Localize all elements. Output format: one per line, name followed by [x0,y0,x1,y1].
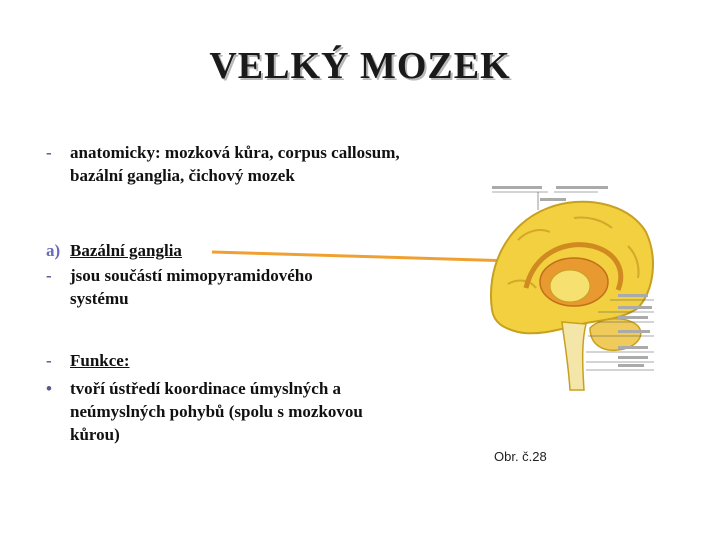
bullet-marker: a) [46,241,61,260]
bullet-marker: - [46,351,52,370]
slide-title: VELKÝ MOZEK [209,45,511,87]
cerebellum [590,319,641,351]
bullet-text: jsou součástí mimopyramidového systému [70,266,313,308]
bullet-marker: • [46,379,52,398]
brainstem [562,322,586,390]
bullet-text: Funkce: [70,351,130,370]
bullet-marker: - [46,266,52,285]
thalamus [550,270,590,302]
bullet-text: tvoří ústředí koordinace úmyslných a neúmyslných pohybů (spolu s mozkovou kůrou) [70,379,363,444]
brain-illustration [478,180,663,395]
figure-caption: Obr. č.28 [494,449,547,464]
bullet-marker: - [46,143,52,162]
bullet-text: anatomicky: mozková kůra, corpus callosum, bazální ganglia, čichový mozek [70,143,400,185]
bullet-text: Bazální ganglia [70,241,182,260]
